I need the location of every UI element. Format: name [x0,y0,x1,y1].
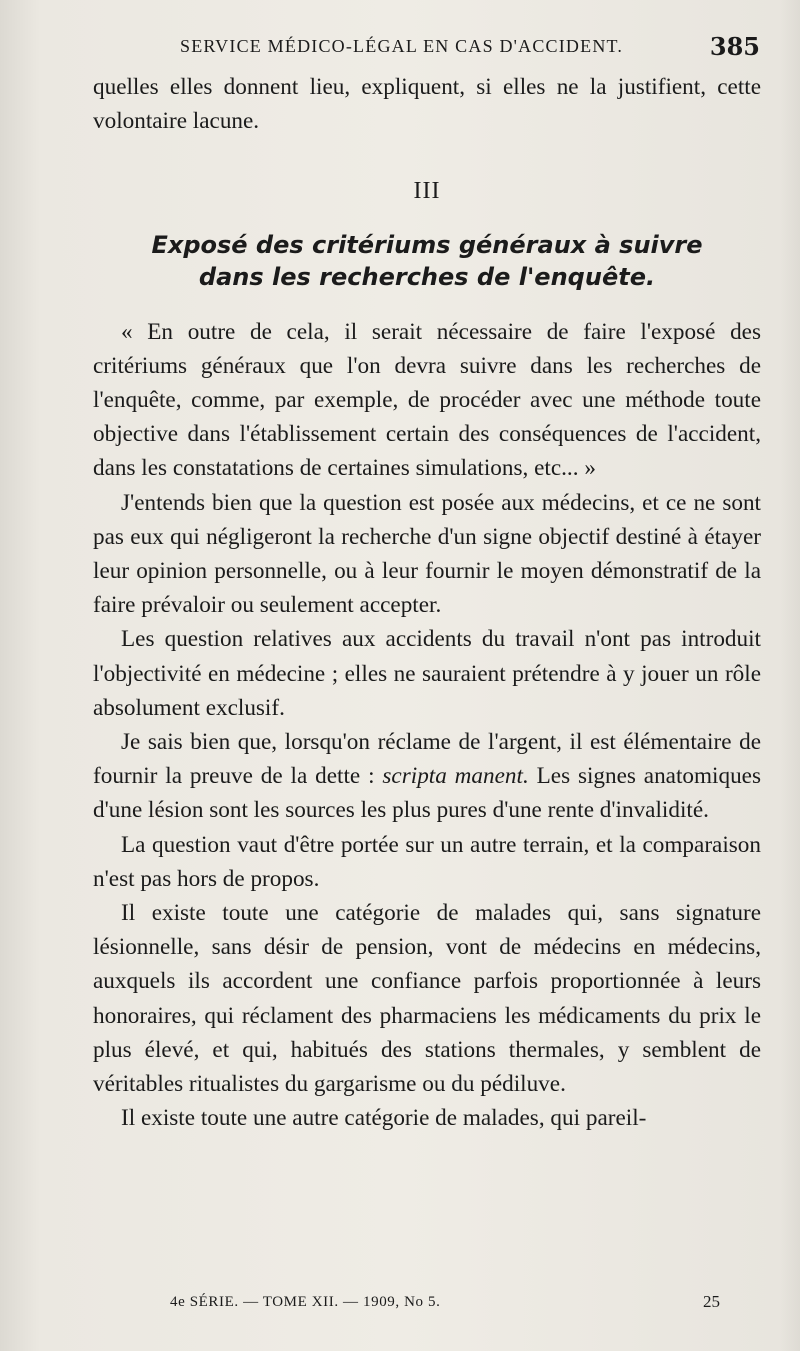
running-head: SERVICE MÉDICO-LÉGAL EN CAS D'ACCIDENT. [180,36,624,56]
page-header [180,32,760,66]
paragraph: Il existe toute une catégorie de malades qui, sans signature lésionnelle, sans désir de pension, vont de médecins en médecins, auxquels ils accordent une confiance parfois proportionnée à leurs honoraires, qui réclament des pharmaciens les médicaments du prix le plus élevé, et qui, habitués des stations thermales, y semblent de véritables ritualistes du gargarisme ou du pédiluve. [93,900,761,1098]
series-info: 4e SÉRIE. — TOME XII. — 1909, No 5. [170,1294,441,1310]
paragraph-text: Les signes anatomiques d'une lésion sont les sources les plus pures d'une rente d'invalidité. [93,763,761,824]
page-number: 385 [709,32,760,61]
paragraph: Il existe toute une autre catégorie de malades, qui pareil- [121,1105,647,1132]
latin-phrase: scripta manent. [382,763,529,790]
paragraph-text: Je sais bien que, lorsqu'on réclame de l'argent, il est élémentaire de fournir la preuve de la dette : [93,729,761,790]
section-title [93,229,761,293]
paragraph-continuation: quelles elles donnent lieu, expliquent, si elles ne la justifient, cette volontaire lacune. [93,74,761,135]
paragraph-quote: « En outre de cela, il serait nécessaire de faire l'exposé des critériums généraux que l'on devra suivre dans les recherches de l'enquête, comme, par exemple, de procéder avec une méthode toute objective dans l'établissement certain des conséquences de l'accident, dans les constatations de certaines simulations, etc... » [93,318,761,482]
paragraph: J'entends bien que la question est posée aux médecins, et ce ne sont pas eux qui négligeront la recherche d'un signe objectif destiné à étayer leur opinion personnelle, ou à leur fournir le moyen démonstratif de la faire prévaloir ou seulement accepter. [93,489,761,619]
page-footer [170,1292,720,1316]
paragraph: La question vaut d'être portée sur un autre terrain, et la comparaison n'est pas hors de propos. [93,831,761,892]
body-text [93,70,761,1135]
section-number: III [413,178,441,205]
signature-mark: 25 [703,1292,720,1311]
paragraph: Les question relatives aux accidents du travail n'ont pas introduit l'objectivité en médecine ; elles ne sauraient prétendre à y jouer un rôle absolument exclusif. [93,626,761,721]
section-title-line-2: dans les recherches de l'enquête. [198,262,656,291]
section-title-line-1: Exposé des critériums généraux à suivre [151,230,703,259]
paragraph [93,725,761,828]
